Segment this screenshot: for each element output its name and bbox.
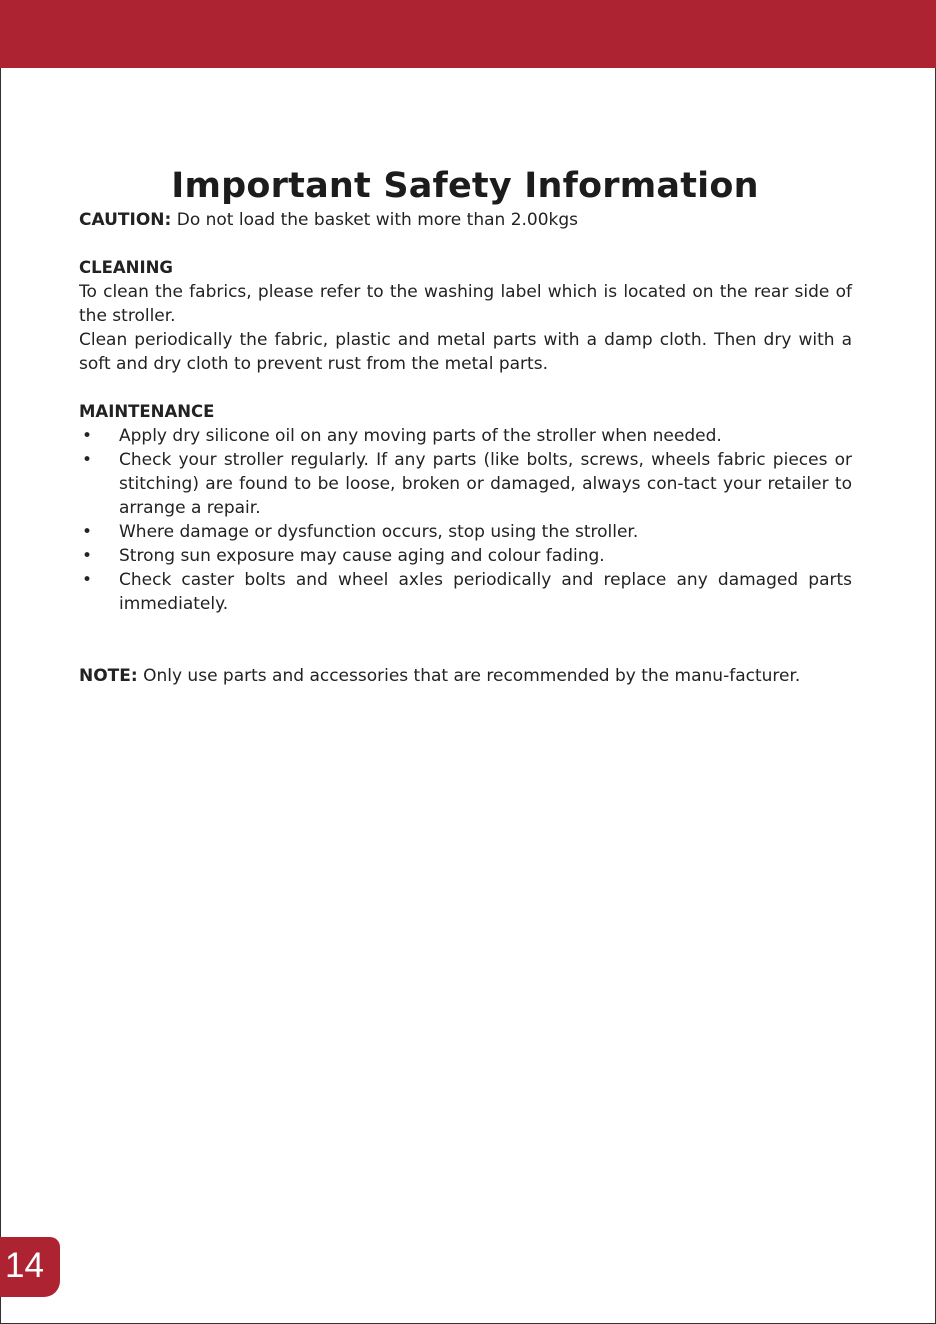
page-title: Important Safety Information: [171, 166, 759, 207]
caution-label: CAUTION:: [79, 210, 172, 230]
maintenance-item-text: Where damage or dysfunction occurs, stop using the stroller.: [119, 522, 639, 542]
maintenance-item-oil: [79, 424, 852, 448]
caution-text: Do not load the basket with more than 2.00kgs: [171, 210, 579, 230]
maintenance-heading: MAINTENANCE: [79, 402, 215, 421]
bullet-icon: •: [82, 426, 93, 446]
bullet-icon: •: [82, 450, 93, 470]
spacer: [79, 616, 852, 664]
maintenance-item-check: [79, 448, 852, 520]
maintenance-item-sun: [79, 544, 852, 568]
maintenance-item-damage: [79, 520, 852, 544]
maintenance-item-caster: [79, 568, 852, 616]
maintenance-item-text: Check caster bolts and wheel axles periodically and replace any damaged parts immediately.: [119, 570, 852, 614]
maintenance-item-text: Check your stroller regularly. If any parts (like bolts, screws, wheels fabric pieces or stitching) are found to be loose, broken or damaged, always con-tact your retailer to arrange a repair.: [119, 450, 852, 518]
page-number: 14: [5, 1246, 44, 1285]
bullet-icon: •: [82, 546, 93, 566]
cleaning-paragraph-2: Clean periodically the fabric, plastic and metal parts with a damp cloth. Then dry with a soft and dry cloth to prevent rust from the metal parts.: [79, 330, 852, 374]
note-paragraph: [79, 664, 852, 688]
header-band: [0, 0, 936, 68]
cleaning-paragraph-1: To clean the fabrics, please refer to the washing label which is located on the rear side of the stroller.: [79, 282, 852, 326]
content-area: [79, 208, 852, 688]
cleaning-heading: CLEANING: [79, 258, 173, 277]
spacer: [79, 376, 852, 400]
note-text: Only use parts and accessories that are recommended by the manu-facturer.: [137, 666, 801, 686]
spacer: [79, 232, 852, 256]
maintenance-item-text: Strong sun exposure may cause aging and colour fading.: [119, 546, 605, 566]
note-label: NOTE:: [79, 666, 138, 686]
bullet-icon: •: [82, 570, 93, 590]
bullet-icon: •: [82, 522, 93, 542]
caution-line: [79, 208, 852, 232]
maintenance-list: [79, 424, 852, 616]
maintenance-item-text: Apply dry silicone oil on any moving parts of the stroller when needed.: [119, 426, 722, 446]
